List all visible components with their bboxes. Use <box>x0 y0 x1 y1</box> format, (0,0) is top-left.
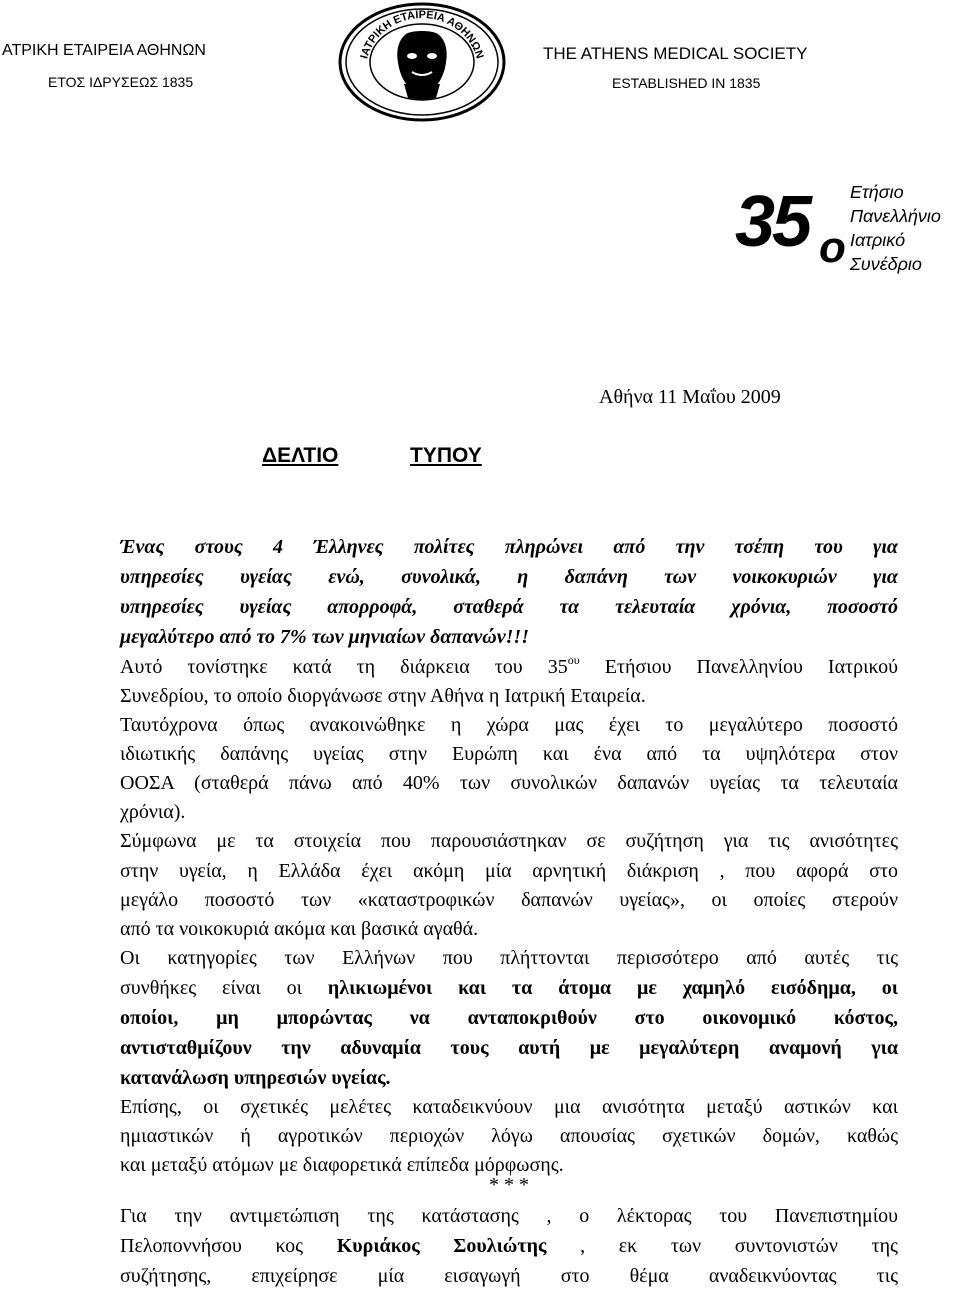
lead-line: Ένας στους 4 Έλληνες πολίτες πληρώνει από την τσέπη του για <box>120 536 898 558</box>
para5-line: ημιαστικών ή αγροτικών περιοχών λόγω απουσίας σχετικών δομών, καθώς <box>120 1125 898 1147</box>
para3-line: από τα νοικοκυριά ακόμα και βασικά αγαθά. <box>120 918 479 940</box>
conference-name <box>850 180 941 276</box>
para3-line: Σύμφωνα με τα στοιχεία που παρουσιάστηκαν σε συζήτηση για τις ανισότητες <box>120 830 898 852</box>
conference-number: 35 <box>735 182 810 262</box>
org-name-english: THE ATHENS MEDICAL SOCIETY <box>543 44 808 63</box>
para3-line: στην υγεία, η Ελλάδα έχει ακόμη μία αρνητική διάκριση , που αφορά στο <box>120 860 898 882</box>
conference-word: Πανελλήνιο <box>850 206 941 226</box>
para6-line: Πελοποννήσου κος Κυριάκος Σουλιώτης , εκ των συντονιστών της <box>120 1235 898 1257</box>
conference-ordinal: ο <box>819 223 846 272</box>
lead-line: υπηρεσίες υγείας απορροφά, σταθερά τα τελευταία χρόνια, ποσοστό <box>120 596 898 618</box>
para4-line: κατανάλωση υπηρεσιών υγείας. <box>120 1067 391 1089</box>
para5-line: Επίσης, οι σχετικές μελέτες καταδεικνύουν μια ανισότητα μεταξύ αστικών και <box>120 1096 898 1118</box>
para3-line: μεγάλο ποσοστό των «καταστροφικών δαπανών υγείας», οι οποίες στερούν <box>120 889 898 911</box>
para6-line: Για την αντιμετώπιση της κατάστασης , ο λέκτορας του Πανεπιστημίου <box>120 1205 898 1227</box>
title-word-typou: ΤΥΠΟΥ <box>410 444 482 467</box>
para4-line: αντισταθμίζουν την αδυναμία τους αυτή με μεγαλύτερη αναμονή για <box>120 1037 898 1059</box>
established-greek: ΕΤΟΣ ΙΔΡΥΣΕΩΣ 1835 <box>48 74 194 90</box>
lead-line: υπηρεσίες υγείας ενώ, συνολικά, η δαπάνη των νοικοκυριών για <box>120 566 898 588</box>
para4-line: συνθήκες είναι οι ηλικιωμένοι και τα άτομα με χαμηλό εισόδημα, οι <box>120 977 898 999</box>
org-name-greek: ΑΤΡΙΚΗ ΕΤΑΙΡΕΙΑ ΑΘΗΝΩΝ <box>2 42 206 59</box>
para2-line: Ταυτόχρονα όπως ανακοινώθηκε η χώρα μας έχει το μεγαλύτερο ποσοστό <box>120 714 898 736</box>
para2-line: χρόνια). <box>120 801 186 823</box>
separator-stars: * * * <box>489 1174 529 1196</box>
title-word-deltio: ΔΕΛΤΙΟ <box>262 444 339 467</box>
svg-text:ΙΑΤΡΙΚΗ ΕΤΑΙΡΕΙΑ ΑΘΗΝΩΝ: ΙΑΤΡΙΚΗ ΕΤΑΙΡΕΙΑ ΑΘΗΝΩΝ <box>358 8 486 61</box>
para1-line: Συνεδρίου, το οποίο διοργάνωσε στην Αθήνα η Ιατρική Εταιρεία. <box>120 685 646 707</box>
para2-line: ιδιωτικής δαπάνης υγείας στην Ευρώπη και ένα από τα υψηλότερα στον <box>120 743 898 765</box>
conference-word: Ιατρικό <box>850 230 906 250</box>
conference-word: Ετήσιο <box>850 182 904 202</box>
established-english: ESTABLISHED IN 1835 <box>612 75 761 91</box>
para4-line: Οι κατηγορίες των Ελλήνων που πλήττονται περισσότερο από αυτές τις <box>120 947 898 969</box>
lead-line: μεγαλύτερο από το 7% των μηνιαίων δαπανών!!! <box>120 626 529 648</box>
conference-word: Συνέδριο <box>850 254 922 274</box>
para6-line: συζήτησης, επιχείρησε μία εισαγωγή στο θέμα αναδεικνύοντας τις <box>120 1265 898 1287</box>
date-line: Αθήνα 11 Μαΐου 2009 <box>599 386 781 408</box>
society-seal-logo <box>336 0 508 122</box>
para4-line: οποίοι, μη μπορώντας να ανταποκριθούν στο οικονομικό κόστος, <box>120 1007 898 1029</box>
para2-line: ΟΟΣΑ (σταθερά πάνω από 40% των συνολικών δαπανών υγείας τα τελευταία <box>120 772 898 794</box>
para5-line: και μεταξύ ατόμων με διαφορετικά επίπεδα μόρφωσης. <box>120 1154 564 1176</box>
para1-line: Αυτό τονίστηκε κατά τη διάρκεια του $35^{o\upsilon}$ Ετήσιου Πανελληνίου Ιατρικού <box>120 653 898 678</box>
